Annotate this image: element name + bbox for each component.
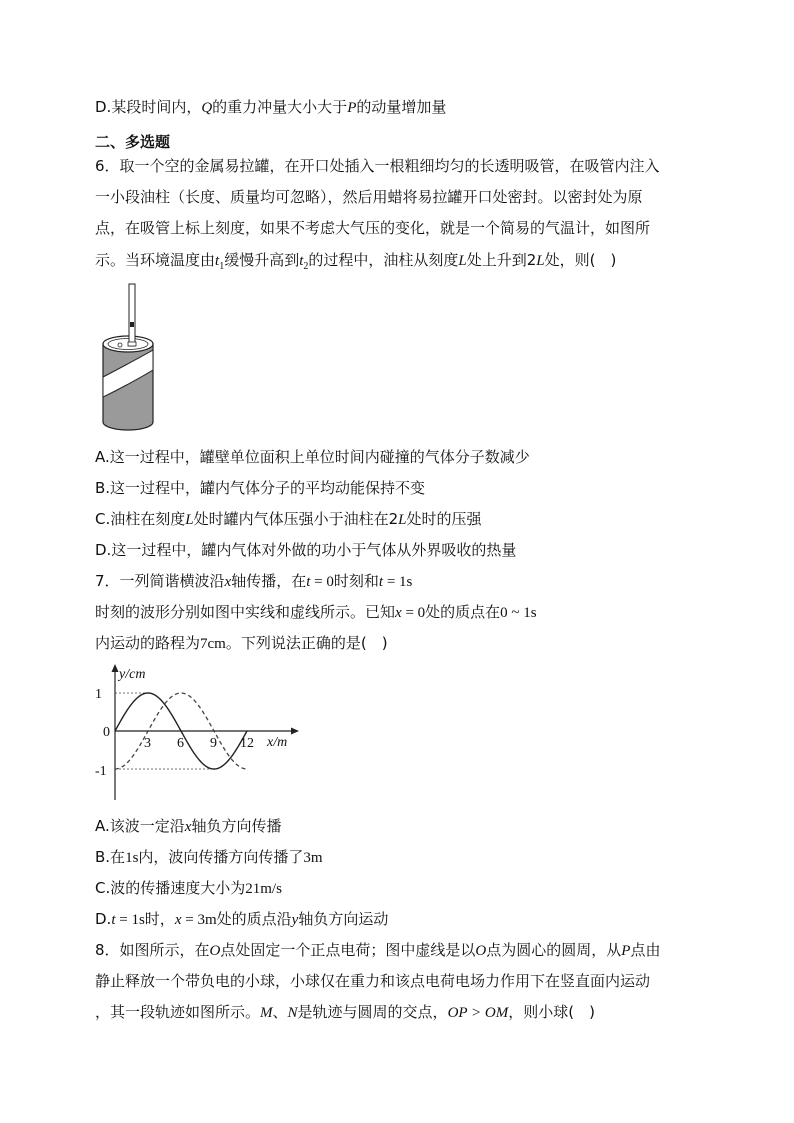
var-t: t	[378, 574, 384, 590]
x-tick-6: 6	[177, 736, 184, 751]
text: ，则小球( )	[508, 1003, 595, 1021]
text: A.该波一定沿	[95, 817, 185, 835]
q7-option-c	[95, 878, 282, 899]
var-n: N	[287, 1005, 298, 1021]
text: D.	[95, 910, 112, 928]
var-l: L	[398, 512, 407, 528]
var-p: P	[347, 100, 357, 116]
wax-seal	[128, 342, 136, 346]
y-axis-label: y/cm	[119, 667, 146, 682]
q8-line1	[95, 940, 660, 961]
y-tick-1: 1	[95, 687, 102, 702]
var-o: O	[475, 943, 487, 959]
q7-line1	[95, 571, 412, 592]
text: 时刻的波形分别如图中实线和虚线所示。已知	[95, 603, 396, 621]
x-tick-12: 12	[240, 736, 254, 751]
var-y: y	[291, 912, 299, 928]
text: B.在	[95, 848, 126, 866]
text: 7．一列简谐横波沿	[95, 572, 225, 590]
text: 时刻和	[333, 572, 379, 590]
text: 的过程中，油柱从刻度	[308, 251, 459, 269]
x-tick-3: 3	[144, 736, 151, 751]
math: = 1s	[383, 574, 413, 590]
text: 处时的压强	[406, 510, 482, 528]
text: 的重力冲量大小大于	[212, 98, 348, 116]
var-q: Q	[201, 100, 213, 116]
oil-column	[130, 322, 134, 327]
math: = 3m	[181, 912, 217, 928]
x-axis-arrow	[291, 728, 299, 735]
var-o: O	[209, 943, 221, 959]
can-thermometer-figure	[98, 282, 158, 432]
math: = 1s	[115, 912, 145, 928]
var-l: L	[458, 253, 467, 269]
straw	[129, 284, 135, 346]
math: 7cm	[200, 636, 226, 652]
text: 缓慢升高到	[224, 251, 300, 269]
math: 21m/s	[245, 881, 282, 897]
q7-option-d	[95, 909, 388, 930]
wave-graph	[95, 660, 305, 805]
text: 点为圆心的圆周，从	[486, 941, 622, 959]
q7-option-a	[95, 816, 281, 837]
math-inequality: OP > OM	[447, 1005, 509, 1021]
x-axis-label: x/m	[267, 735, 288, 750]
text: 内运动的路程为	[95, 634, 201, 652]
text: 处上升到2	[466, 251, 537, 269]
prev-option-d	[95, 97, 446, 118]
text: 处的质点沿	[216, 910, 292, 928]
var-x: x	[395, 605, 402, 621]
q7-line2	[95, 602, 537, 623]
text: C.油柱在刻度	[95, 510, 186, 528]
text: 。下列说法正确的是( )	[225, 634, 388, 652]
text: 8．如图所示，在	[95, 941, 210, 959]
text: 处，则( )	[544, 251, 617, 269]
math: 1s	[125, 850, 139, 866]
q7-option-b	[95, 847, 323, 868]
text: 示。当环境温度由	[95, 251, 216, 269]
var-x: x	[184, 819, 192, 835]
text: 、	[272, 1003, 288, 1021]
text: 点处固定一个正点电荷；图中虚线是以	[220, 941, 476, 959]
var-t1: t	[215, 253, 220, 269]
math: = 0	[310, 574, 334, 590]
sub: 2	[303, 261, 309, 272]
q6-option-a: A.这一过程中，罐壁单位面积上单位时间内碰撞的气体分子数减少	[95, 448, 530, 466]
var-x: x	[224, 574, 232, 590]
sub: 1	[219, 261, 225, 272]
text: 轴传播，在	[231, 572, 307, 590]
text: 时，	[144, 910, 175, 928]
y-tick-0: 0	[103, 725, 110, 740]
q6-line3: 点，在吸管上标上刻度，如果不考虑大气压的变化，就是一个简易的气温计，如图所	[95, 219, 651, 237]
q6-option-b: B.这一过程中，罐内气体分子的平均动能保持不变	[95, 479, 426, 497]
var-t2: t	[299, 253, 304, 269]
var-l: L	[536, 253, 545, 269]
text: 是轨迹与圆周的交点，	[297, 1003, 448, 1021]
text: 轴负方向运动	[298, 910, 389, 928]
q6-option-c	[95, 509, 482, 530]
x-tick-9: 9	[210, 736, 217, 751]
text: 处时罐内气体压强小于油柱在2	[193, 510, 399, 528]
math: = 0	[401, 605, 426, 621]
section-heading: 二、多选题	[95, 133, 171, 151]
var-x: x	[174, 912, 182, 928]
q6-line2: 一小段油柱（长度、质量均可忽略），然后用蜡将易拉罐开口处密封。以密封处为原	[95, 188, 643, 206]
q6-line4	[95, 250, 616, 277]
y-tick-neg1: -1	[95, 764, 107, 779]
text: ，其一段轨迹如图所示。	[95, 1003, 261, 1021]
var-l: L	[185, 512, 194, 528]
var-t: t	[306, 574, 311, 590]
math: 3m	[303, 850, 323, 866]
text: 的动量增加量	[356, 98, 447, 116]
math: 0 ~ 1s	[500, 605, 537, 621]
text: 点由	[630, 941, 661, 959]
y-axis-arrow	[112, 664, 119, 672]
var-t: t	[111, 912, 116, 928]
var-m: M	[260, 1005, 273, 1021]
q7-line3	[95, 633, 388, 654]
text: 处的质点在	[425, 603, 501, 621]
text: C.波的传播速度大小为	[95, 879, 246, 897]
q6-line1: 6．取一个空的金属易拉罐，在开口处插入一根粗细均匀的长透明吸管，在吸管内注入	[95, 157, 660, 175]
text: D.某段时间内，	[95, 98, 202, 116]
q6-option-d: D.这一过程中，罐内气体对外做的功小于气体从外界吸收的热量	[95, 541, 517, 559]
text: 轴负方向传播	[191, 817, 282, 835]
text: 内，波向传播方向传播了	[138, 848, 304, 866]
q8-line3	[95, 1002, 595, 1023]
var-p: P	[621, 943, 631, 959]
q8-line2: 静止释放一个带负电的小球，小球仅在重力和该点电荷电场力作用下在竖直面内运动	[95, 972, 651, 990]
